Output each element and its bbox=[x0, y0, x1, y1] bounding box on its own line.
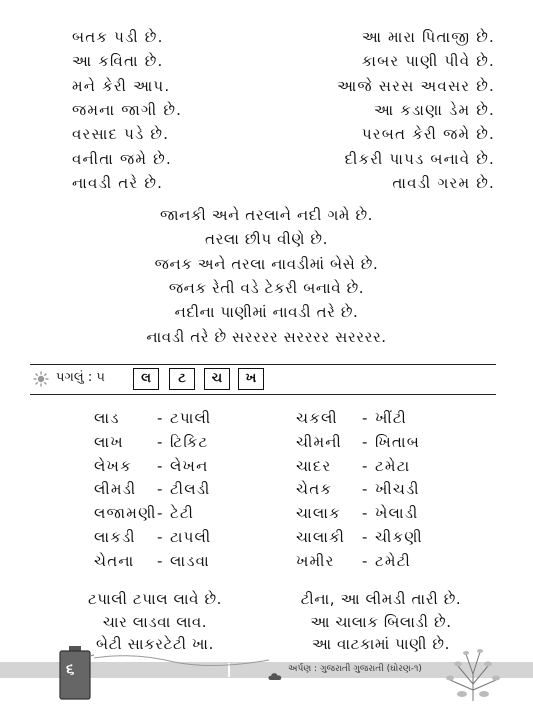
dash: - bbox=[157, 432, 164, 451]
story-line: નદીના પાણીમાં નાવડી તરે છે. bbox=[174, 303, 359, 322]
word-left-pair: લેખન bbox=[170, 456, 209, 475]
step-label: પગલું : ૫ bbox=[56, 370, 105, 385]
word-right: ચાલાક bbox=[296, 504, 341, 523]
dash: - bbox=[157, 528, 164, 546]
word-right-pair: ટમેટા bbox=[375, 456, 411, 475]
sentence-left: નાવડી તરે છે. bbox=[72, 173, 164, 192]
battery-wire bbox=[94, 652, 274, 676]
bottom-sentence-left: બેટી સાકરટેટી ખા. bbox=[96, 635, 214, 653]
word-left: લજામણી bbox=[94, 504, 157, 523]
word-right-pair: ખેલાડી bbox=[375, 504, 419, 523]
story-line: જનક અને તરલા નાવડીમાં બેસે છે. bbox=[154, 254, 379, 273]
letter-box-4: ખ bbox=[238, 368, 264, 390]
divider-top bbox=[30, 364, 496, 365]
sentence-left: બતક પડી છે. bbox=[72, 28, 164, 46]
dash: - bbox=[362, 409, 369, 427]
word-left-pair: લાડવા bbox=[170, 551, 210, 570]
dash: - bbox=[157, 551, 164, 570]
bottom-sentence-right: ટીના, આ લીમડી તારી છે. bbox=[300, 590, 462, 608]
sentence-right: કાબર પાણી પીવે છે. bbox=[361, 52, 495, 71]
sentence-left: મને કેરી આપ. bbox=[72, 76, 171, 95]
dash: - bbox=[362, 456, 369, 475]
word-left: લાખ bbox=[94, 432, 124, 451]
bush-illustration-icon bbox=[440, 644, 506, 706]
bottom-sentence-left: ચાર લાડવા લાવ. bbox=[102, 612, 208, 631]
letter-box-2: ટ bbox=[169, 368, 195, 390]
sentence-right: આ મારા પિતાજી છે. bbox=[361, 28, 495, 46]
letter-box-3: ચ bbox=[204, 368, 230, 390]
word-left: ચેતના bbox=[94, 551, 135, 570]
sentence-right: પરબત કેરી જમે છે. bbox=[361, 125, 495, 144]
word-right-pair: ખીંટી bbox=[375, 409, 408, 427]
word-right: ચેતક bbox=[296, 480, 333, 499]
sentence-right: આજે સરસ અવસર છે. bbox=[337, 76, 495, 95]
word-left-pair: ટપાલી bbox=[170, 409, 212, 427]
word-right-pair: ચીકણી bbox=[375, 528, 423, 546]
dash: - bbox=[362, 528, 369, 546]
word-left-pair: ટિકિટ bbox=[170, 432, 209, 451]
sentence-left: વરસાદ પડે છે. bbox=[72, 125, 170, 144]
dash: - bbox=[362, 504, 369, 523]
word-right-pair: ખિતાબ bbox=[375, 432, 420, 451]
sentence-right: આ કડાણા ડેમ છે. bbox=[373, 100, 495, 119]
sentence-left: વનીતા જમે છે. bbox=[72, 149, 172, 168]
sentence-right: દીકરી પાપડ બનાવે છે. bbox=[344, 149, 495, 168]
word-left: લાડ bbox=[94, 409, 120, 427]
story-line: જનક રેતી વડે ટેકરી બનાવે છે. bbox=[168, 278, 365, 297]
word-left-pair: ટેટી bbox=[170, 504, 195, 523]
battery-icon bbox=[58, 646, 94, 706]
letter-box-1: લ bbox=[133, 368, 159, 390]
dash: - bbox=[362, 551, 369, 570]
dash: - bbox=[362, 432, 369, 451]
word-right: ચીમની bbox=[296, 432, 342, 451]
bottom-sentence-left: ટપાલી ટપાલ લાવે છે. bbox=[87, 590, 223, 608]
word-right: ચાલાકી bbox=[296, 528, 346, 546]
dash: - bbox=[157, 504, 164, 523]
dash: - bbox=[157, 409, 164, 427]
dash: - bbox=[157, 480, 164, 499]
bottom-sentence-right: આ વાટકામાં પાણી છે. bbox=[311, 635, 450, 653]
word-right-pair: ટમેટી bbox=[375, 551, 411, 570]
word-left: લેખક bbox=[94, 456, 132, 475]
word-left: લાકડી bbox=[94, 528, 136, 546]
word-right-pair: ખીચડી bbox=[375, 480, 420, 499]
word-left-pair: ટાપલી bbox=[170, 528, 212, 546]
sentence-left: જમના જાગી છે. bbox=[72, 100, 183, 119]
divider-bottom bbox=[30, 394, 496, 395]
bottom-sentence-right: આ ચાલાક બિલાડી છે. bbox=[310, 612, 452, 631]
footer-text: અર્પણ : ગુજરાતી ગુજરાતી (ઘોરણ-૧) bbox=[288, 664, 422, 674]
dash: - bbox=[157, 456, 164, 475]
story-line: તરલા છીપ વીણે છે. bbox=[205, 230, 328, 249]
word-right: ચકલી bbox=[296, 409, 338, 427]
sentence-left: આ કવિતા છે. bbox=[72, 52, 164, 71]
story-line: જાનકી અને તરલાને નદી ગમે છે. bbox=[159, 206, 374, 224]
word-left: લીમડી bbox=[94, 480, 137, 499]
word-right: ચાદર bbox=[296, 456, 332, 475]
word-left-pair: ટીલડી bbox=[170, 480, 211, 499]
word-right: ખમીર bbox=[296, 551, 335, 570]
sun-icon bbox=[33, 371, 49, 391]
sentence-right: તાવડી ગરમ છે. bbox=[392, 173, 495, 192]
page-number: ૬ bbox=[66, 660, 75, 678]
story-line: નાવડી તરે છે સરરરર સરરરર સરરરર. bbox=[146, 327, 387, 346]
dash: - bbox=[362, 480, 369, 499]
